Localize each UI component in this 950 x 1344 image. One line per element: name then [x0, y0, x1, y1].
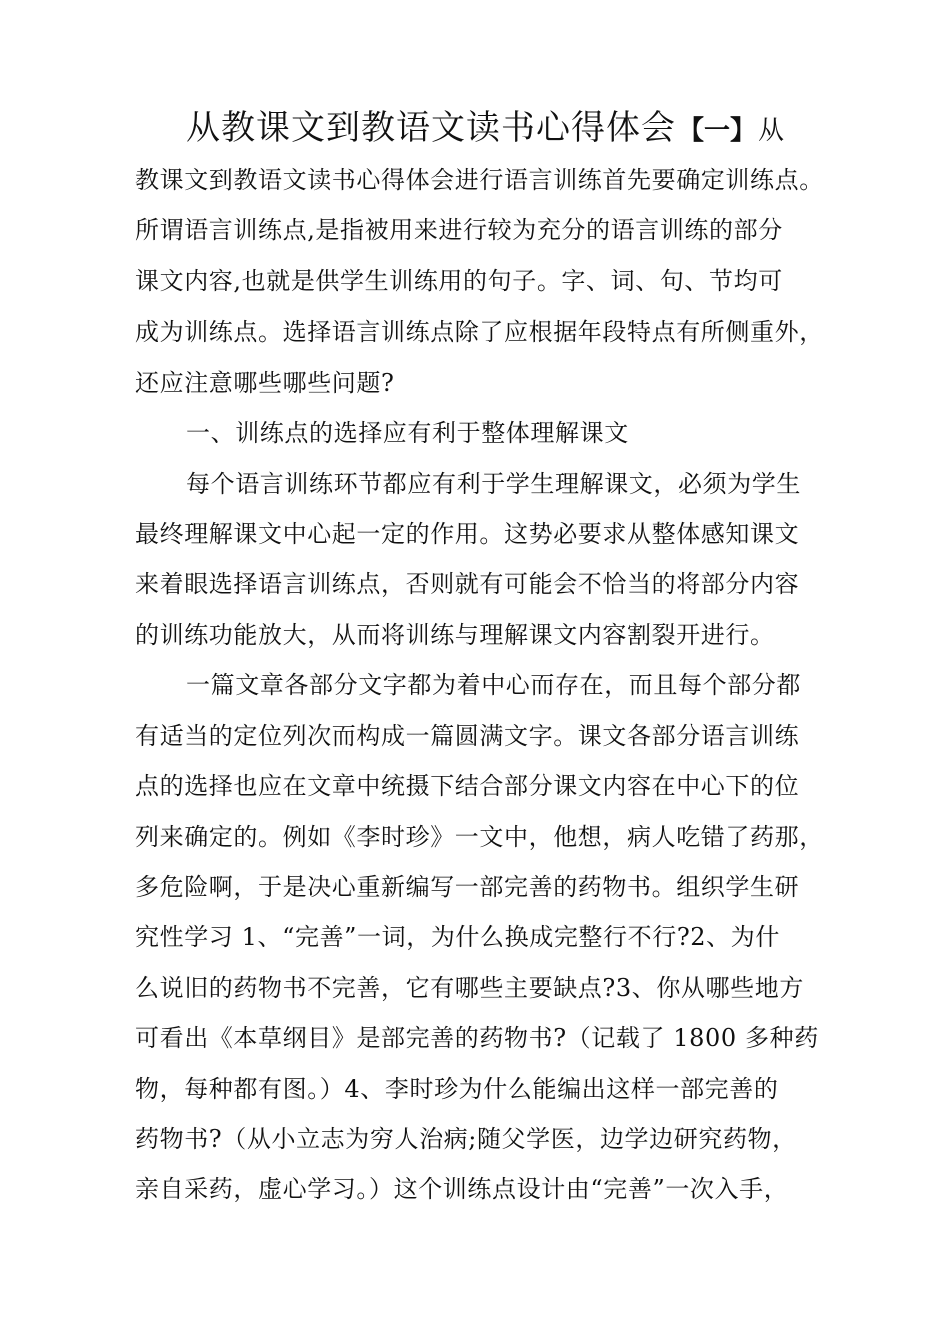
document-title — [186, 106, 784, 150]
text-line: 多危险啊，于是决心重新编写一部完善的药物书。组织学生研 — [135, 873, 800, 901]
text-line: 课文内容,也就是供学生训练用的句子。字、词、句、节均可 — [135, 267, 783, 295]
text-line: 亲自采药，虚心学习。）这个训练点设计由“完善”一次入手， — [135, 1175, 789, 1203]
text-line: 可看出《本草纲目》是部完善的药物书?（记载了 1800 多种药 — [135, 1024, 819, 1052]
text-line: 每个语言训练环节都应有利于学生理解课文，必须为学生 — [186, 470, 801, 498]
text-line: 的训练功能放大，从而将训练与理解课文内容割裂开进行。 — [135, 621, 775, 649]
text-line: 一篇文章各部分文字都为着中心而存在，而且每个部分都 — [186, 671, 801, 699]
text-line: 教课文到教语文读书心得体会进行语言训练首先要确定训练点。 — [135, 166, 824, 194]
text-line: 物，每种都有图。）4、李时珍为什么能编出这样一部完善的 — [135, 1075, 779, 1103]
text-line: 点的选择也应在文章中统摄下结合部分课文内容在中心下的位 — [135, 772, 800, 800]
text-line: 么说旧的药物书不完善，它有哪些主要缺点?3、你从哪些地方 — [135, 974, 804, 1002]
text-line: 药物书?（从小立志为穷人治病;随父学医，边学边研究药物， — [135, 1125, 797, 1153]
text-line: 来着眼选择语言训练点，否则就有可能会不恰当的将部分内容 — [135, 570, 800, 598]
section-heading: 一、训练点的选择应有利于整体理解课文 — [186, 419, 629, 447]
title-tail: 从 — [758, 116, 785, 146]
title-bracket: 【一】 — [678, 116, 757, 146]
text-line: 有适当的定位列次而构成一篇圆满文字。课文各部分语言训练 — [135, 722, 800, 750]
text-line: 成为训练点。选择语言训练点除了应根据年段特点有所侧重外， — [135, 318, 824, 346]
text-line: 究性学习 1、“完善”一词，为什么换成完整行不行?2、为什 — [135, 923, 780, 951]
text-line: 还应注意哪些哪些问题? — [135, 369, 395, 397]
text-line: 所谓语言训练点,是指被用来进行较为充分的语言训练的部分 — [135, 216, 783, 244]
text-line: 列来确定的。例如《李时珍》一文中，他想，病人吃错了药那， — [135, 823, 824, 851]
title-text: 从教课文到教语文读书心得体会 — [186, 108, 676, 148]
text-line: 最终理解课文中心起一定的作用。这势必要求从整体感知课文 — [135, 520, 800, 548]
